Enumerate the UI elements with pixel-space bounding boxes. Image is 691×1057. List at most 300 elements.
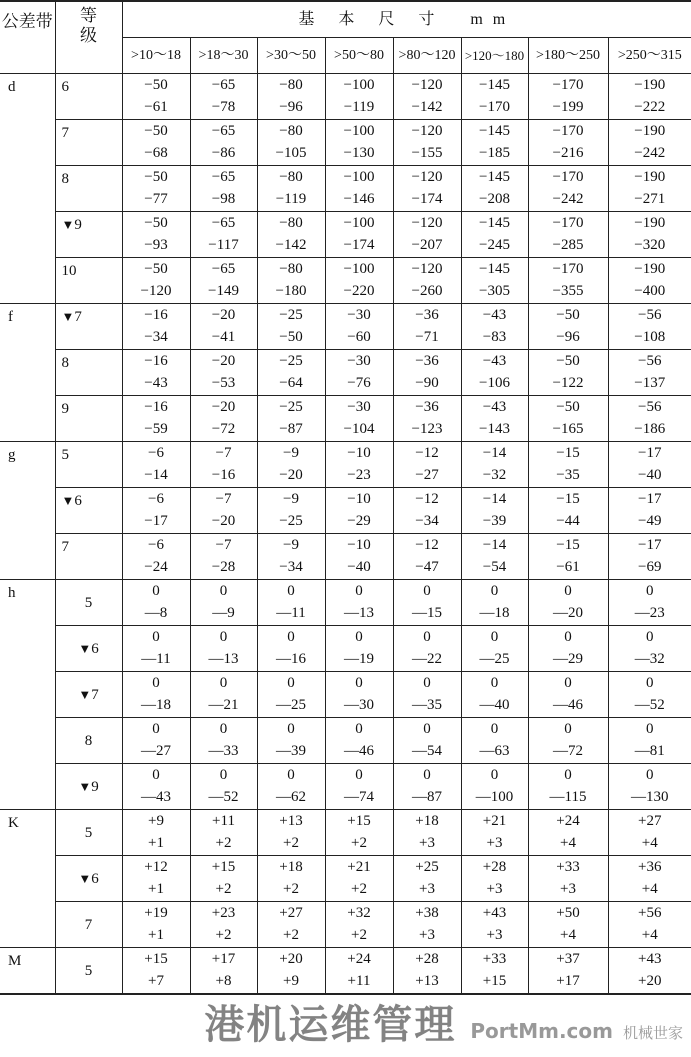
deviation-cell xyxy=(122,856,190,902)
lower-deviation: −216 xyxy=(529,142,608,164)
deviation-cell xyxy=(122,166,190,212)
lower-deviation: −123 xyxy=(394,418,461,440)
upper-deviation: +36 xyxy=(609,856,691,878)
lower-deviation: −27 xyxy=(394,464,461,486)
table-row xyxy=(0,304,691,350)
upper-deviation: −190 xyxy=(609,212,691,234)
deviation-cell xyxy=(257,764,325,810)
lower-deviation: −25 xyxy=(258,510,325,532)
upper-deviation: 0 xyxy=(529,580,608,602)
deviation-cell xyxy=(528,442,608,488)
lower-deviation: +8 xyxy=(191,970,257,992)
deviation-cell xyxy=(528,166,608,212)
deviation-cell xyxy=(528,304,608,350)
upper-deviation: −12 xyxy=(394,442,461,464)
deviation-cell xyxy=(608,304,691,350)
lower-deviation: −78 xyxy=(191,96,257,118)
upper-deviation: +38 xyxy=(394,902,461,924)
lower-deviation: −61 xyxy=(529,556,608,578)
deviation-cell xyxy=(528,488,608,534)
header-grade: 等级 xyxy=(55,1,122,74)
watermark-logo: 港机运维管理 xyxy=(204,1001,456,1049)
upper-deviation: −43 xyxy=(462,304,528,326)
deviation-cell xyxy=(257,856,325,902)
lower-deviation: −119 xyxy=(326,96,393,118)
lower-deviation: −207 xyxy=(394,234,461,256)
preferred-triangle-icon: ▼ xyxy=(62,217,75,232)
deviation-cell xyxy=(528,212,608,258)
lower-deviation: +2 xyxy=(191,924,257,946)
deviation-cell xyxy=(461,258,528,304)
lower-deviation: +20 xyxy=(609,970,691,992)
lower-deviation: −98 xyxy=(191,188,257,210)
upper-deviation: 0 xyxy=(394,764,461,786)
deviation-cell xyxy=(257,672,325,718)
watermark-site-url: PortMm.com xyxy=(470,1019,613,1043)
upper-deviation: +25 xyxy=(394,856,461,878)
upper-deviation: −6 xyxy=(123,534,190,556)
upper-deviation: +23 xyxy=(191,902,257,924)
lower-deviation: −149 xyxy=(191,280,257,302)
deviation-cell xyxy=(608,534,691,580)
grade-cell xyxy=(55,810,122,856)
upper-deviation: 0 xyxy=(258,580,325,602)
grade-cell xyxy=(55,580,122,626)
upper-deviation: 0 xyxy=(191,626,257,648)
lower-deviation: −39 xyxy=(462,510,528,532)
deviation-cell xyxy=(528,672,608,718)
upper-deviation: 0 xyxy=(258,626,325,648)
lower-deviation: −90 xyxy=(394,372,461,394)
deviation-cell xyxy=(325,764,393,810)
upper-deviation: +18 xyxy=(258,856,325,878)
deviation-cell xyxy=(190,580,257,626)
lower-deviation: −71 xyxy=(394,326,461,348)
table-row xyxy=(0,764,691,810)
upper-deviation: −7 xyxy=(191,534,257,556)
upper-deviation: +50 xyxy=(529,902,608,924)
deviation-cell xyxy=(325,258,393,304)
upper-deviation: −9 xyxy=(258,534,325,556)
grade-cell xyxy=(55,764,122,810)
deviation-cell xyxy=(122,304,190,350)
deviation-cell xyxy=(190,74,257,120)
lower-deviation: −260 xyxy=(394,280,461,302)
lower-deviation: −117 xyxy=(191,234,257,256)
deviation-cell xyxy=(190,350,257,396)
upper-deviation: −9 xyxy=(258,488,325,510)
upper-deviation: −80 xyxy=(258,120,325,142)
upper-deviation: −17 xyxy=(609,442,691,464)
grade-label: 5 xyxy=(85,595,93,611)
deviation-cell xyxy=(608,856,691,902)
deviation-cell xyxy=(461,120,528,166)
lower-deviation: −165 xyxy=(529,418,608,440)
deviation-cell xyxy=(122,718,190,764)
deviation-cell xyxy=(393,810,461,856)
lower-deviation: −222 xyxy=(609,96,691,118)
upper-deviation: −15 xyxy=(529,488,608,510)
upper-deviation: −190 xyxy=(609,74,691,96)
lower-deviation: +2 xyxy=(326,832,393,854)
deviation-cell xyxy=(257,166,325,212)
lower-deviation: —52 xyxy=(609,694,691,716)
deviation-cell xyxy=(461,856,528,902)
lower-deviation: −14 xyxy=(123,464,190,486)
grade-label: 7 xyxy=(91,687,99,703)
upper-deviation: −50 xyxy=(123,120,190,142)
lower-deviation: +4 xyxy=(609,878,691,900)
lower-deviation: −50 xyxy=(258,326,325,348)
deviation-cell xyxy=(461,718,528,764)
deviation-cell xyxy=(608,948,691,995)
upper-deviation: −50 xyxy=(123,212,190,234)
upper-deviation: −25 xyxy=(258,304,325,326)
grade-label: 8 xyxy=(62,355,70,371)
deviation-cell xyxy=(393,396,461,442)
upper-deviation: −36 xyxy=(394,304,461,326)
lower-deviation: −24 xyxy=(123,556,190,578)
upper-deviation: −80 xyxy=(258,166,325,188)
table-row xyxy=(0,442,691,488)
upper-deviation: +32 xyxy=(326,902,393,924)
deviation-cell xyxy=(257,350,325,396)
table-row xyxy=(0,396,691,442)
table-row xyxy=(0,856,691,902)
lower-deviation: −170 xyxy=(462,96,528,118)
deviation-cell xyxy=(122,626,190,672)
preferred-triangle-icon: ▼ xyxy=(78,871,91,886)
table-row xyxy=(0,258,691,304)
upper-deviation: 0 xyxy=(123,718,190,740)
lower-deviation: —39 xyxy=(258,740,325,762)
deviation-cell xyxy=(461,672,528,718)
upper-deviation: −120 xyxy=(394,212,461,234)
lower-deviation: —32 xyxy=(609,648,691,670)
lower-deviation: −320 xyxy=(609,234,691,256)
upper-deviation: 0 xyxy=(258,764,325,786)
upper-deviation: −6 xyxy=(123,488,190,510)
deviation-cell xyxy=(325,396,393,442)
deviation-cell xyxy=(190,718,257,764)
upper-deviation: +9 xyxy=(123,810,190,832)
upper-deviation: −100 xyxy=(326,166,393,188)
table-row xyxy=(0,626,691,672)
deviation-cell xyxy=(190,672,257,718)
upper-deviation: −6 xyxy=(123,442,190,464)
header-range: >50～80 xyxy=(325,38,393,74)
lower-deviation: −119 xyxy=(258,188,325,210)
lower-deviation: −59 xyxy=(123,418,190,440)
lower-deviation: −28 xyxy=(191,556,257,578)
upper-deviation: +56 xyxy=(609,902,691,924)
preferred-triangle-icon: ▼ xyxy=(62,493,75,508)
upper-deviation: 0 xyxy=(258,718,325,740)
upper-deviation: 0 xyxy=(191,580,257,602)
table-row xyxy=(0,672,691,718)
watermark-subtitle: 机械世家 xyxy=(623,1024,683,1042)
deviation-cell xyxy=(257,304,325,350)
deviation-cell xyxy=(461,74,528,120)
deviation-cell xyxy=(528,764,608,810)
lower-deviation: —11 xyxy=(258,602,325,624)
lower-deviation: —43 xyxy=(123,786,190,808)
watermark-site xyxy=(470,1019,683,1043)
lower-deviation: +1 xyxy=(123,924,190,946)
upper-deviation: −12 xyxy=(394,534,461,556)
lower-deviation: —81 xyxy=(609,740,691,762)
lower-deviation: −96 xyxy=(529,326,608,348)
upper-deviation: +15 xyxy=(326,810,393,832)
deviation-cell xyxy=(608,718,691,764)
deviation-cell xyxy=(190,488,257,534)
upper-deviation: +24 xyxy=(529,810,608,832)
upper-deviation: 0 xyxy=(462,580,528,602)
preferred-triangle-icon: ▼ xyxy=(78,687,91,702)
upper-deviation: −170 xyxy=(529,258,608,280)
deviation-cell xyxy=(461,488,528,534)
band-cell: K xyxy=(0,810,55,948)
grade-cell xyxy=(55,74,122,120)
lower-deviation: —9 xyxy=(191,602,257,624)
lower-deviation: −93 xyxy=(123,234,190,256)
upper-deviation: −145 xyxy=(462,258,528,280)
lower-deviation: −180 xyxy=(258,280,325,302)
upper-deviation: +33 xyxy=(529,856,608,878)
upper-deviation: +20 xyxy=(258,948,325,970)
grade-label: 6 xyxy=(62,79,70,95)
deviation-cell xyxy=(257,120,325,166)
deviation-cell xyxy=(325,166,393,212)
deviation-cell xyxy=(393,534,461,580)
upper-deviation: −50 xyxy=(529,396,608,418)
upper-deviation: −120 xyxy=(394,166,461,188)
lower-deviation: −122 xyxy=(529,372,608,394)
upper-deviation: +43 xyxy=(609,948,691,970)
lower-deviation: +1 xyxy=(123,878,190,900)
upper-deviation: −190 xyxy=(609,120,691,142)
deviation-cell xyxy=(325,626,393,672)
lower-deviation: −54 xyxy=(462,556,528,578)
upper-deviation: −170 xyxy=(529,120,608,142)
lower-deviation: −130 xyxy=(326,142,393,164)
preferred-triangle-icon: ▼ xyxy=(78,779,91,794)
deviation-cell xyxy=(608,442,691,488)
lower-deviation: —21 xyxy=(191,694,257,716)
deviation-cell xyxy=(190,534,257,580)
upper-deviation: 0 xyxy=(394,718,461,740)
lower-deviation: —25 xyxy=(462,648,528,670)
deviation-cell xyxy=(257,534,325,580)
upper-deviation: −100 xyxy=(326,212,393,234)
upper-deviation: −30 xyxy=(326,304,393,326)
lower-deviation: −47 xyxy=(394,556,461,578)
deviation-cell xyxy=(257,810,325,856)
lower-deviation: −400 xyxy=(609,280,691,302)
grade-cell xyxy=(55,856,122,902)
upper-deviation: −170 xyxy=(529,74,608,96)
deviation-cell xyxy=(190,810,257,856)
upper-deviation: −20 xyxy=(191,304,257,326)
lower-deviation: —8 xyxy=(123,602,190,624)
upper-deviation: −170 xyxy=(529,166,608,188)
upper-deviation: 0 xyxy=(609,718,691,740)
grade-label: 6 xyxy=(74,493,82,509)
deviation-cell xyxy=(122,672,190,718)
preferred-triangle-icon: ▼ xyxy=(62,309,75,324)
deviation-cell xyxy=(257,74,325,120)
grade-cell xyxy=(55,350,122,396)
deviation-cell xyxy=(325,718,393,764)
table-row xyxy=(0,74,691,120)
upper-deviation: −100 xyxy=(326,120,393,142)
deviation-cell xyxy=(608,396,691,442)
lower-deviation: +2 xyxy=(326,924,393,946)
upper-deviation: +18 xyxy=(394,810,461,832)
upper-deviation: 0 xyxy=(258,672,325,694)
lower-deviation: +15 xyxy=(462,970,528,992)
upper-deviation: −50 xyxy=(529,304,608,326)
lower-deviation: −83 xyxy=(462,326,528,348)
deviation-cell xyxy=(461,442,528,488)
lower-deviation: —13 xyxy=(191,648,257,670)
upper-deviation: 0 xyxy=(609,626,691,648)
lower-deviation: −104 xyxy=(326,418,393,440)
upper-deviation: −17 xyxy=(609,488,691,510)
lower-deviation: −146 xyxy=(326,188,393,210)
table-row xyxy=(0,212,691,258)
grade-cell xyxy=(55,258,122,304)
lower-deviation: −86 xyxy=(191,142,257,164)
deviation-cell xyxy=(393,626,461,672)
deviation-cell xyxy=(190,442,257,488)
lower-deviation: −271 xyxy=(609,188,691,210)
deviation-cell xyxy=(325,902,393,948)
deviation-cell xyxy=(325,580,393,626)
deviation-cell xyxy=(528,626,608,672)
deviation-cell xyxy=(608,258,691,304)
upper-deviation: −25 xyxy=(258,396,325,418)
deviation-cell xyxy=(190,764,257,810)
lower-deviation: —72 xyxy=(529,740,608,762)
lower-deviation: +2 xyxy=(191,832,257,854)
deviation-cell xyxy=(393,120,461,166)
deviation-cell xyxy=(608,672,691,718)
deviation-cell xyxy=(461,902,528,948)
lower-deviation: −40 xyxy=(609,464,691,486)
upper-deviation: −16 xyxy=(123,304,190,326)
deviation-cell xyxy=(393,442,461,488)
deviation-cell xyxy=(393,718,461,764)
deviation-cell xyxy=(325,350,393,396)
deviation-cell xyxy=(257,488,325,534)
lower-deviation: −120 xyxy=(123,280,190,302)
grade-cell xyxy=(55,902,122,948)
deviation-cell xyxy=(190,902,257,948)
upper-deviation: +21 xyxy=(326,856,393,878)
lower-deviation: −53 xyxy=(191,372,257,394)
upper-deviation: 0 xyxy=(326,580,393,602)
lower-deviation: −87 xyxy=(258,418,325,440)
upper-deviation: +37 xyxy=(529,948,608,970)
header-range: >250～315 xyxy=(608,38,691,74)
upper-deviation: 0 xyxy=(191,718,257,740)
grade-cell xyxy=(55,626,122,672)
grade-label: 10 xyxy=(62,263,77,279)
deviation-cell xyxy=(122,764,190,810)
deviation-cell xyxy=(461,396,528,442)
lower-deviation: —27 xyxy=(123,740,190,762)
upper-deviation: −7 xyxy=(191,488,257,510)
upper-deviation: +24 xyxy=(326,948,393,970)
deviation-cell xyxy=(190,626,257,672)
deviation-cell xyxy=(190,212,257,258)
lower-deviation: —52 xyxy=(191,786,257,808)
grade-label: 7 xyxy=(62,125,70,141)
grade-label: 8 xyxy=(62,171,70,187)
lower-deviation: −16 xyxy=(191,464,257,486)
deviation-cell xyxy=(257,718,325,764)
lower-deviation: +2 xyxy=(258,832,325,854)
deviation-cell xyxy=(528,948,608,995)
lower-deviation: −61 xyxy=(123,96,190,118)
upper-deviation: −15 xyxy=(529,534,608,556)
grade-cell xyxy=(55,948,122,995)
lower-deviation: —40 xyxy=(462,694,528,716)
deviation-cell xyxy=(325,442,393,488)
upper-deviation: −80 xyxy=(258,212,325,234)
lower-deviation: +3 xyxy=(394,832,461,854)
lower-deviation: −60 xyxy=(326,326,393,348)
deviation-cell xyxy=(461,350,528,396)
lower-deviation: −29 xyxy=(326,510,393,532)
deviation-cell xyxy=(122,74,190,120)
lower-deviation: −355 xyxy=(529,280,608,302)
deviation-cell xyxy=(122,810,190,856)
deviation-cell xyxy=(528,902,608,948)
upper-deviation: −14 xyxy=(462,534,528,556)
lower-deviation: −186 xyxy=(609,418,691,440)
deviation-cell xyxy=(461,948,528,995)
upper-deviation: −56 xyxy=(609,396,691,418)
upper-deviation: +15 xyxy=(123,948,190,970)
deviation-cell xyxy=(393,304,461,350)
grade-cell xyxy=(55,488,122,534)
preferred-triangle-icon: ▼ xyxy=(78,641,91,656)
upper-deviation: 0 xyxy=(394,580,461,602)
lower-deviation: —20 xyxy=(529,602,608,624)
lower-deviation: −34 xyxy=(394,510,461,532)
upper-deviation: +15 xyxy=(191,856,257,878)
deviation-cell xyxy=(528,396,608,442)
deviation-cell xyxy=(257,626,325,672)
header-band: 公差带 xyxy=(0,1,55,74)
lower-deviation: —15 xyxy=(394,602,461,624)
table-row xyxy=(0,488,691,534)
upper-deviation: 0 xyxy=(326,672,393,694)
lower-deviation: —18 xyxy=(123,694,190,716)
lower-deviation: −72 xyxy=(191,418,257,440)
deviation-cell xyxy=(461,212,528,258)
upper-deviation: −36 xyxy=(394,396,461,418)
upper-deviation: −10 xyxy=(326,534,393,556)
header-range: >18～30 xyxy=(190,38,257,74)
grade-label: 5 xyxy=(62,447,70,463)
grade-cell xyxy=(55,120,122,166)
band-cell: h xyxy=(0,580,55,810)
upper-deviation: 0 xyxy=(529,718,608,740)
lower-deviation: −17 xyxy=(123,510,190,532)
